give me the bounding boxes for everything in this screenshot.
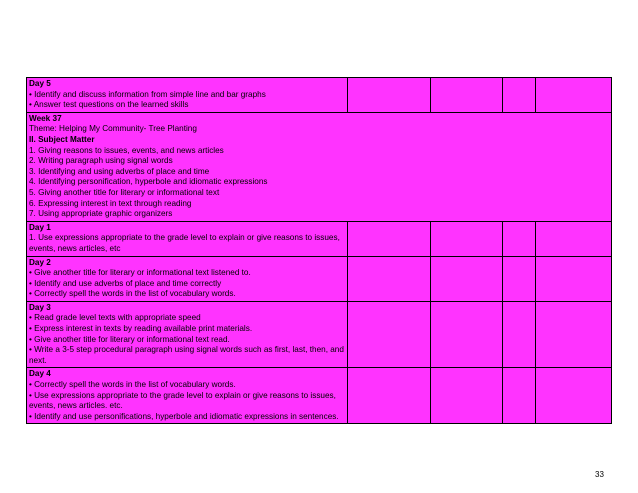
empty-cell: [431, 368, 503, 424]
row-line: 2. Writing paragraph using signal words: [29, 156, 173, 166]
row-line: 3. Identifying and using adverbs of place and time: [29, 166, 210, 176]
day-row: [27, 221, 612, 256]
day-row: [27, 368, 612, 424]
competency-cell: [27, 368, 348, 424]
row-line: • Identify and use personifications, hyperbole and idiomatic expressions in sentences.: [29, 411, 339, 421]
day-row: [27, 256, 612, 301]
row-line: 7. Using appropriate graphic organizers: [29, 209, 173, 219]
competency-cell: [27, 78, 348, 113]
row-line: Theme: Helping My Community- Tree Planting: [29, 124, 197, 134]
row-line: • Identify and discuss information from simple line and bar graphs: [29, 89, 266, 99]
row-line: • Use expressions appropriate to the grade level to explain or give reasons to issues, events, news articles. etc.: [29, 390, 336, 411]
week-row: [27, 112, 612, 221]
empty-cell: [348, 368, 431, 424]
row-heading: Day 5: [29, 79, 51, 88]
row-line: • Give another title for literary or informational text read.: [29, 334, 230, 344]
row-heading: II. Subject Matter: [29, 134, 95, 144]
day-row: [27, 301, 612, 368]
row-heading: Week 37: [29, 113, 62, 123]
row-heading: Day 4: [29, 369, 51, 379]
empty-cell: [431, 301, 503, 368]
row-heading: Day 3: [29, 302, 51, 312]
row-line: 6. Expressing interest in text through reading: [29, 198, 192, 208]
empty-cell: [503, 221, 536, 256]
page-number: 33: [595, 470, 604, 479]
empty-cell: [348, 301, 431, 368]
empty-cell: [536, 256, 612, 301]
empty-cell: [503, 256, 536, 301]
row-heading: Day 1: [29, 222, 51, 232]
empty-cell: [431, 78, 503, 113]
empty-cell: [536, 368, 612, 424]
empty-cell: [536, 221, 612, 256]
row-line: • Write a 3-5 step procedural paragraph using signal words such as first, last, then, and next.: [29, 345, 344, 365]
row-line: • Read grade level texts with appropriate speed: [29, 313, 201, 323]
lesson-plan-table: [26, 77, 612, 424]
week-cell: [27, 112, 612, 221]
empty-cell: [503, 368, 536, 424]
empty-cell: [348, 256, 431, 301]
row-line: • Give another title for literary or informational text listened to.: [29, 268, 251, 278]
row-line: • Correctly spell the words in the list of vocabulary words.: [29, 380, 236, 390]
empty-cell: [348, 221, 431, 256]
row-heading: Day 2: [29, 257, 51, 267]
empty-cell: [348, 78, 431, 113]
empty-cell: [431, 256, 503, 301]
empty-cell: [503, 301, 536, 368]
row-line: • Correctly spell the words in the list of vocabulary words.: [29, 289, 236, 299]
row-line: 1. Use expressions appropriate to the grade level to explain or give reasons to issues, events, news articles, etc: [29, 233, 340, 253]
row-line: 4. Identifying personification, hyperbole and idiomatic expressions: [29, 177, 268, 187]
empty-cell: [503, 78, 536, 113]
day-row: [27, 78, 612, 113]
empty-cell: [536, 78, 612, 113]
row-line: • Identify and use adverbs of place and time correctly: [29, 278, 222, 288]
row-line: • Express interest in texts by reading available print materials.: [29, 324, 253, 334]
row-line: 5. Giving another title for literary or informational text: [29, 187, 220, 197]
empty-cell: [536, 301, 612, 368]
row-line: 1. Giving reasons to issues, events, and news articles: [29, 145, 224, 155]
competency-cell: [27, 221, 348, 256]
competency-cell: [27, 301, 348, 368]
empty-cell: [431, 221, 503, 256]
competency-cell: [27, 256, 348, 301]
row-line: • Answer test questions on the learned skills: [29, 100, 189, 110]
